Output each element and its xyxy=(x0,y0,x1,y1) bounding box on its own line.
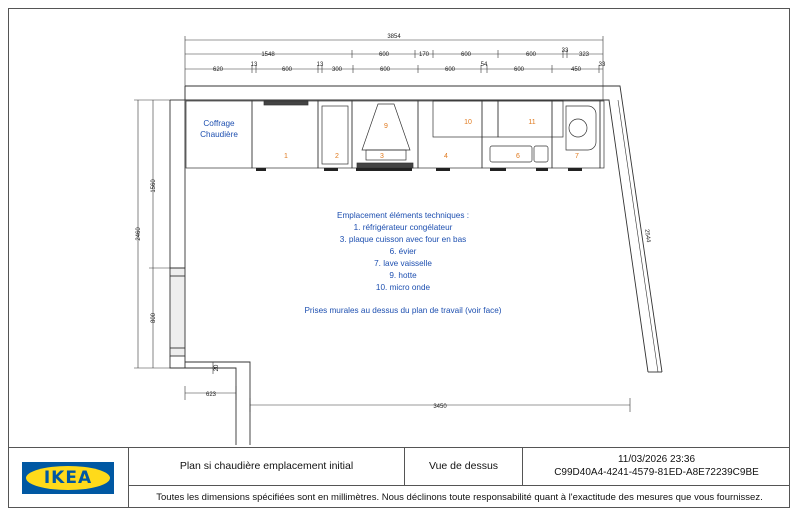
dim-row2-a: 1548 xyxy=(261,52,275,58)
dim-row3-g: 600 xyxy=(444,67,456,73)
dim-row3-h: 54 xyxy=(480,62,488,68)
note-heading: Emplacement éléments techniques : xyxy=(337,211,469,220)
dim-left-total: 2460 xyxy=(136,227,142,241)
note-item-6: 6. évier xyxy=(389,247,417,256)
dim-row3-d: 13 xyxy=(316,62,324,68)
element-number-6: 6 xyxy=(516,153,520,160)
dim-left-lower: 800 xyxy=(151,312,157,324)
view-label: Vue de dessus xyxy=(404,447,522,485)
plan-metadata xyxy=(522,447,790,485)
dim-row2-e: 600 xyxy=(525,52,537,58)
plan-title: Plan si chaudière emplacement initial xyxy=(128,447,404,485)
element-number-11: 11 xyxy=(528,119,536,126)
chaudiere-label-line2: Chaudière xyxy=(200,130,238,139)
dim-bottom-left: 623 xyxy=(205,392,217,398)
element-number-3: 3 xyxy=(380,153,384,160)
dim-row2-b: 600 xyxy=(378,52,390,58)
plan-date: 11/03/2026 23:36 xyxy=(617,454,696,465)
plan-code: C99D40A4-4241-4579-81ED-A8E72239C9BE xyxy=(554,467,759,478)
dim-total-width: 3854 xyxy=(387,34,401,40)
dim-row3-b: 13 xyxy=(250,62,258,68)
element-number-1: 1 xyxy=(284,153,288,160)
element-number-10: 10 xyxy=(464,119,472,126)
element-number-9: 9 xyxy=(384,123,388,130)
dim-right-diagonal: 2544 xyxy=(643,228,651,243)
dim-row3-i: 600 xyxy=(513,67,525,73)
dim-row2-d: 600 xyxy=(460,52,472,58)
ikea-logo xyxy=(8,447,128,508)
disclaimer: Toutes les dimensions spécifiées sont en millimètres. Nous déclinons toute responsabilité quant à l'exactitude des mesures que vous fournissez. xyxy=(128,485,790,508)
dim-row3-e: 300 xyxy=(331,67,343,73)
note-item-7: 7. lave vaisselle xyxy=(374,259,432,268)
dim-row2-g: 323 xyxy=(578,52,590,58)
dim-row2-c: 170 xyxy=(418,52,430,58)
dim-row3-j: 450 xyxy=(570,67,582,73)
dim-row3-f: 600 xyxy=(379,67,391,73)
element-number-2: 2 xyxy=(335,153,339,160)
note-item-3: 3. plaque cuisson avec four en bas xyxy=(339,235,467,244)
element-number-7: 7 xyxy=(575,153,579,160)
dim-left-upper: 1560 xyxy=(151,179,157,193)
dim-bottom-main: 3450 xyxy=(433,404,447,410)
chaudiere-label-line1: Coffrage xyxy=(203,119,235,128)
dim-row3-c: 600 xyxy=(281,67,293,73)
cabinet-cooktop xyxy=(352,101,418,168)
prises-note: Prises murales au dessus du plan de travail (voir face) xyxy=(304,306,502,315)
note-item-9: 9. hotte xyxy=(389,271,417,280)
dim-row3-k: 33 xyxy=(598,62,606,68)
element-number-4: 4 xyxy=(444,153,448,160)
dim-row2-f: 33 xyxy=(561,48,569,54)
dim-row3-a: 620 xyxy=(212,67,224,73)
note-item-1: 1. réfrigérateur congélateur xyxy=(353,223,453,232)
ikea-logo-text: IKEA xyxy=(43,467,93,488)
title-block xyxy=(8,447,790,508)
cabinet-4 xyxy=(418,101,482,168)
note-item-10: 10. micro onde xyxy=(375,283,431,292)
dim-left-small: 20 xyxy=(214,364,220,372)
